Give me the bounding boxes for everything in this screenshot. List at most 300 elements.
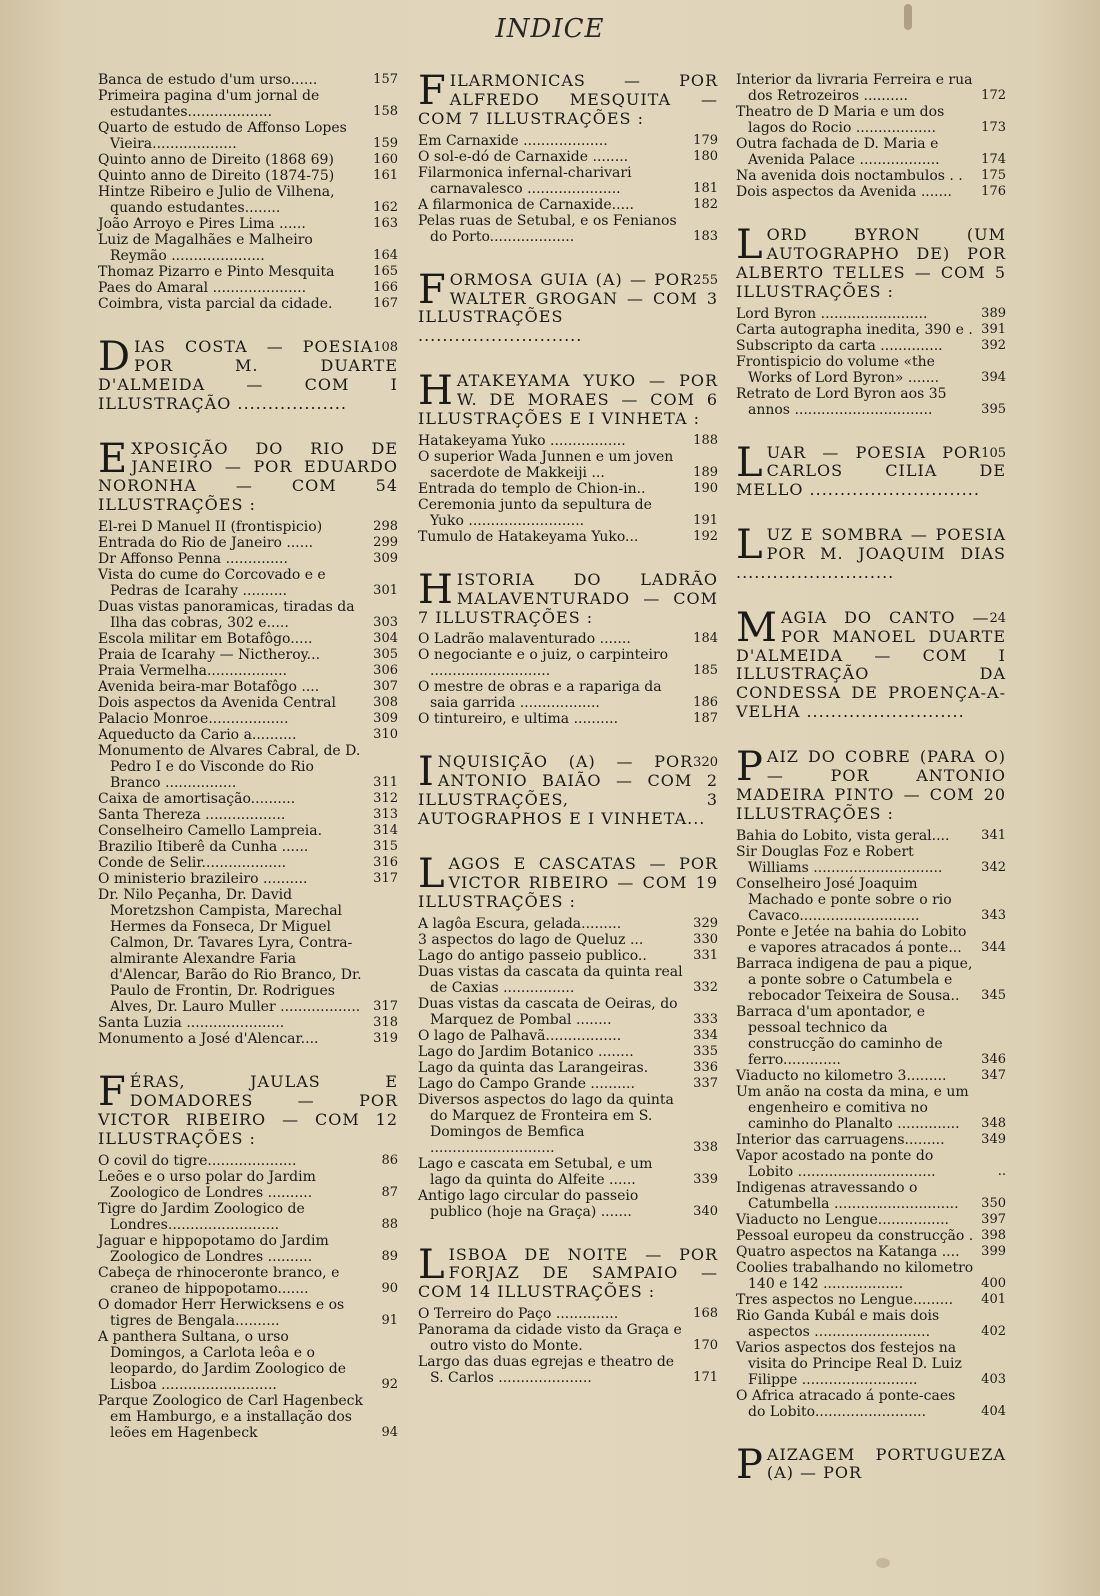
index-section — [736, 1441, 1006, 1488]
entry-title: Avenida beira-mar Botafôgo .... — [98, 679, 320, 695]
entry-title: Aqueducto da Cario a.......... — [98, 727, 297, 743]
entry-page-number: 403 — [981, 1371, 1006, 1387]
section-title — [736, 439, 1006, 501]
index-entry — [98, 184, 398, 216]
section-title — [418, 566, 718, 628]
index-entry — [98, 887, 398, 1015]
index-entry — [98, 232, 398, 264]
entry-page-number: 332 — [693, 979, 718, 995]
index-entry — [98, 663, 398, 679]
index-entry — [736, 1260, 1006, 1292]
entry-page-number: 318 — [373, 1015, 398, 1030]
index-entry — [418, 1156, 718, 1188]
entry-page-number: 184 — [693, 631, 718, 647]
section-title-text: DIAS COSTA — POESIA POR M. DUARTE D'ALMEIDA — COM I ILLUSTRAÇÃO .................. — [98, 334, 398, 413]
section-title — [418, 1241, 718, 1303]
index-column-2 — [418, 68, 718, 1412]
index-section — [418, 749, 718, 829]
index-entry — [98, 120, 398, 152]
entry-page-number: 171 — [693, 1370, 718, 1386]
entry-title: Duas vistas da cascata da quinta real de Caxias ................ — [418, 963, 683, 996]
entry-title: Duas vistas panoramicas, tiradas da Ilha das cobras, 302 e..... — [98, 599, 355, 631]
index-entry — [736, 338, 1006, 354]
index-entry — [98, 599, 398, 631]
entry-title: Quinto anno de Direito (1868 69) — [98, 152, 334, 168]
entry-page-number: 173 — [981, 120, 1006, 135]
section-title-text: HATAKEYAMA YUKO — POR W. DE MORAES — COM 6 ILLUSTRAÇÕES E I VINHETA : — [418, 368, 718, 428]
index-entry — [736, 1068, 1006, 1084]
entry-title: Primeira pagina d'um jornal de estudantes................... — [98, 88, 320, 120]
entry-page-number: 163 — [373, 216, 398, 231]
entry-title: O Terreiro do Paço .............. — [418, 1306, 619, 1323]
entry-page-number: 315 — [373, 839, 398, 854]
index-entry — [418, 1060, 718, 1076]
section-title-text: PAIZ DO COBRE (PARA O) — POR ANTONIO MADEIRA PINTO — COM 20 ILLUSTRAÇÕES : — [736, 744, 1006, 823]
index-entry — [418, 996, 718, 1028]
entry-page-number: 401 — [981, 1291, 1006, 1307]
entry-title: Duas vistas da cascata de Oeiras, do Marquez de Pombal ........ — [418, 995, 678, 1028]
entry-title: Pessoal europeu da construcção . — [736, 1227, 974, 1244]
entry-title: Dr. Nilo Peçanha, Dr. David Moretzshon Campista, Marechal Hermes da Fonseca, Dr Miguel Calmon, Dr. Tavares Lyra, Contra-almirante Alexandre Faria d'Alencar, Barão do Rio Branco, Dr. Paulo de Frontin, Dr. Rodrigues Alves, Dr. Lauro Muller .................. — [98, 887, 362, 1015]
entry-title: Santa Luzia ...................... — [98, 1015, 285, 1031]
entry-title: Lago do Jardim Botanico ........ — [418, 1043, 634, 1060]
entry-page-number: 87 — [381, 1184, 398, 1200]
index-section — [736, 604, 1006, 722]
index-section — [418, 566, 718, 728]
entry-page-number: 92 — [381, 1376, 398, 1392]
entry-page-number: 86 — [381, 1152, 398, 1168]
entry-page-number: 336 — [693, 1059, 718, 1075]
index-entry — [98, 1201, 398, 1233]
index-entry — [418, 1354, 718, 1386]
index-entry — [418, 932, 718, 948]
index-entry — [418, 1044, 718, 1060]
index-entry — [736, 1228, 1006, 1244]
entry-page-number: 298 — [373, 519, 398, 534]
entry-page-number: 304 — [373, 631, 398, 646]
entry-page-number: 330 — [693, 931, 718, 947]
entry-page-number: 307 — [373, 679, 398, 694]
entry-title: Retrato de Lord Byron aos 35 annos ............................... — [736, 385, 947, 418]
index-entry — [98, 519, 398, 535]
entry-title: Ceremonia junto da sepultura de Yuko .......................... — [418, 496, 652, 529]
entry-title: Vapor acostado na ponte do Lobito ............................... — [736, 1147, 936, 1180]
index-entry — [98, 711, 398, 727]
entry-title: O domador Herr Herwicksens e os tigres de Bengala.......... — [98, 1296, 345, 1329]
index-section — [98, 72, 398, 312]
index-section — [418, 850, 718, 1220]
index-entry — [98, 1265, 398, 1297]
index-entry — [736, 1004, 1006, 1068]
entry-page-number: 395 — [981, 401, 1006, 417]
entry-title: Vista do cume do Corcovado e e Pedras de Icarahy .......... — [98, 567, 326, 599]
section-title — [736, 744, 1006, 824]
entry-title: Paes do Amaral ..................... — [98, 280, 307, 296]
index-entry — [418, 1028, 718, 1044]
entry-page-number: 299 — [373, 535, 398, 550]
entry-title: Dois aspectos da Avenida Central — [98, 695, 336, 711]
index-entry — [98, 1031, 398, 1047]
entry-page-number: 347 — [981, 1067, 1006, 1083]
index-entry — [98, 1393, 398, 1441]
entry-page-number: 182 — [693, 196, 718, 212]
entry-title: Dr Affonso Penna .............. — [98, 551, 288, 567]
section-title — [98, 435, 398, 516]
entry-page-number: 90 — [381, 1280, 398, 1296]
entry-title: Filarmonica infernal-charivari carnavalesco ..................... — [418, 164, 632, 197]
entry-title: Praia Vermelha.................. — [98, 663, 288, 679]
entry-page-number: 91 — [381, 1312, 398, 1328]
entry-page-number: 312 — [373, 791, 398, 806]
section-title-text: FORMOSA GUIA (A) — POR WALTER GROGAN — COM 3 ILLUSTRAÇÕES ........................... — [418, 266, 718, 346]
entry-page-number: 160 — [373, 152, 398, 167]
section-title — [736, 604, 1006, 722]
entry-page-number: 334 — [693, 1027, 718, 1043]
entry-title: Na avenida dois noctambulos . . — [736, 168, 963, 184]
entry-page-number: 186 — [693, 695, 718, 711]
section-title-text: LUAR — POESIA POR CARLOS CILIA DE MELLO ............................ — [736, 439, 1006, 500]
entry-title: Entrada do templo de Chion-in.. — [418, 480, 646, 497]
index-entry — [98, 791, 398, 807]
entry-page-number: 346 — [981, 1051, 1006, 1067]
entry-title: Interior da livraria Ferreira e rua dos Retrozeiros .......... — [736, 72, 973, 104]
index-entry — [98, 296, 398, 312]
entry-title: Interior das carruagens......... — [736, 1131, 945, 1148]
entry-title: Palacio Monroe.................. — [98, 711, 289, 727]
section-title-text: LISBOA DE NOITE — POR FORJAZ DE SAMPAIO — COM 14 ILLUSTRAÇÕES : — [418, 1241, 718, 1302]
entry-title: Lord Byron ........................ — [736, 305, 928, 322]
entry-page-number: 339 — [693, 1171, 718, 1187]
entry-page-number: 158 — [373, 104, 398, 119]
entry-page-number: 402 — [981, 1323, 1006, 1339]
entry-page-number: 310 — [373, 727, 398, 742]
entry-page-number: 181 — [693, 180, 718, 196]
entry-title: Carta autographa inedita, 390 e . — [736, 321, 973, 338]
index-entry — [98, 871, 398, 887]
index-entry — [736, 136, 1006, 168]
entry-page-number: 187 — [693, 711, 718, 727]
entry-title: Tumulo de Hatakeyama Yuko... — [418, 528, 639, 545]
index-entry — [736, 322, 1006, 338]
section-title-text: HISTORIA DO LADRÃO MALAVENTURADO — COM 7 ILLUSTRAÇÕES : — [418, 566, 718, 627]
entry-title: Escola militar em Botafôgo..... — [98, 631, 313, 647]
entry-page-number: 392 — [981, 337, 1006, 353]
index-section — [418, 1241, 718, 1387]
index-section — [736, 439, 1006, 501]
entry-title: Coolies trabalhando no kilometro 140 e 142 .................. — [736, 1259, 974, 1292]
entry-page-number: 345 — [981, 987, 1006, 1003]
entry-page-number: 331 — [693, 947, 718, 963]
page-header: INDICE — [495, 14, 605, 44]
index-entry — [418, 647, 718, 679]
entry-page-number: 305 — [373, 647, 398, 662]
index-entry — [418, 1306, 718, 1322]
index-entry — [98, 264, 398, 280]
index-entry — [736, 1212, 1006, 1228]
entry-title: Varios aspectos dos festejos na visita do Principe Real D. Luiz Filippe .......................... — [736, 1339, 962, 1388]
section-title-text: LUZ E SOMBRA — POESIA POR M. JOAQUIM DIAS .......................... — [736, 522, 1006, 582]
index-entry — [418, 197, 718, 213]
entry-title: Panorama da cidade visto da Graça e outro visto do Monte. — [418, 1322, 682, 1355]
entry-title: Conselheiro Camello Lampreia. — [98, 823, 323, 839]
index-section — [98, 435, 398, 1048]
entry-title: Luiz de Magalhães e Malheiro Reymão ..................... — [98, 232, 313, 264]
index-entry — [736, 386, 1006, 418]
index-entry — [736, 306, 1006, 322]
index-entry — [98, 1233, 398, 1265]
entry-page-number: 404 — [981, 1403, 1006, 1419]
index-entry — [418, 1322, 718, 1354]
entry-title: O Africa atracado á ponte-caes do Lobito......................... — [736, 1387, 956, 1420]
entry-title: O ministerio brazileiro .......... — [98, 871, 308, 887]
index-entry — [418, 497, 718, 529]
entry-title: Um anão na costa da mina, e um engenheiro e comitiva no caminho do Planalto .............. — [736, 1083, 969, 1132]
entry-title: Hatakeyama Yuko ................. — [418, 432, 626, 449]
section-title — [98, 334, 398, 414]
index-entry — [98, 152, 398, 168]
entry-title: Banca de estudo d'um urso...... — [98, 72, 318, 88]
index-entry — [736, 1132, 1006, 1148]
entry-page-number: 89 — [381, 1248, 398, 1264]
entry-page-number: 398 — [981, 1227, 1006, 1243]
entry-page-number: 165 — [373, 264, 398, 279]
index-section — [736, 72, 1006, 200]
index-entry — [736, 72, 1006, 104]
index-entry — [98, 727, 398, 743]
entry-title: Theatro de D Maria e um dos lagos do Rocio .................. — [736, 104, 945, 136]
section-title-text: FILARMONICAS — POR ALFREDO MESQUITA — COM 7 ILLUSTRAÇÕES : — [418, 68, 718, 128]
index-entry — [418, 481, 718, 497]
index-column-3 — [736, 72, 1006, 1509]
section-title-text: EXPOSIÇÃO DO RIO DE JANEIRO — POR EDUARDO NORONHA — COM 54 ILLUSTRAÇÕES : — [98, 435, 398, 515]
entry-page-number: 94 — [381, 1424, 398, 1440]
entry-page-number: 342 — [981, 859, 1006, 875]
entry-page-number: 329 — [693, 915, 718, 931]
entry-page-number: 399 — [981, 1243, 1006, 1259]
index-entry — [736, 354, 1006, 386]
index-entry — [418, 433, 718, 449]
entry-page-number: 179 — [693, 132, 718, 148]
index-entry — [98, 168, 398, 184]
entry-title: Monumento de Alvares Cabral, de D. Pedro I e do Visconde do Rio Branco ................ — [98, 743, 361, 791]
index-entry — [418, 631, 718, 647]
entry-title: Diversos aspectos do lago da quinta do Marquez de Fronteira em S. Domingos de Bemfica ............................ — [418, 1091, 674, 1156]
entry-title: Lago e cascata em Setubal, e um lago da quinta do Alfeite ...... — [418, 1155, 653, 1188]
entry-title: A lagôa Escura, gelada......... — [418, 915, 622, 932]
section-title-text: MAGIA DO CANTO — POR MANOEL DUARTE D'ALMEIDA — COM I ILLUSTRAÇÃO DA CONDESSA DE PROENÇA-A-VELHA .......................... — [736, 604, 1006, 722]
index-entry — [418, 916, 718, 932]
entry-page-number: 190 — [693, 480, 718, 496]
entry-page-number: 349 — [981, 1131, 1006, 1147]
entry-title: A panthera Sultana, o urso Domingos, a Carlota leôa e o leopardo, do Jardim Zoologico de Lisboa .......................... — [98, 1328, 347, 1393]
index-entry — [418, 449, 718, 481]
entry-title: Dois aspectos da Avenida ....... — [736, 184, 952, 200]
index-entry — [736, 104, 1006, 136]
entry-title: Tres aspectos no Lengue......... — [736, 1291, 954, 1308]
entry-title: Jaguar e hippopotamo do Jardim Zoologico de Londres .......... — [98, 1232, 329, 1265]
index-entry — [98, 1153, 398, 1169]
index-entry — [736, 1292, 1006, 1308]
entry-title: Tigre do Jardim Zoologico de Londres......................... — [98, 1200, 305, 1233]
stain — [904, 4, 912, 30]
entry-title: Quinto anno de Direito (1874-75) — [98, 168, 335, 184]
entry-page-number: 333 — [693, 1011, 718, 1027]
index-entry — [736, 1180, 1006, 1212]
entry-title: Cabeça de rhinoceronte branco, e craneo de hippopotamo....... — [98, 1264, 340, 1297]
entry-title: O Ladrão malaventurado ....... — [418, 631, 631, 648]
index-section — [98, 334, 398, 414]
index-entry — [418, 529, 718, 545]
index-entry — [736, 1340, 1006, 1388]
entry-page-number: 335 — [693, 1043, 718, 1059]
entry-page-number: 166 — [373, 280, 398, 295]
entry-title: Conselheiro José Joaquim Machado e ponte sobre o rio Cavaco........................... — [736, 875, 952, 924]
index-entry — [418, 1076, 718, 1092]
entry-page-number: 176 — [981, 184, 1006, 199]
index-entry — [418, 964, 718, 996]
entry-page-number: 343 — [981, 907, 1006, 923]
index-entry — [98, 807, 398, 823]
index-entry — [98, 1329, 398, 1393]
entry-title: Quatro aspectos na Katanga .... — [736, 1243, 960, 1260]
index-entry — [736, 956, 1006, 1004]
index-entry — [736, 1084, 1006, 1132]
entry-page-number: 162 — [373, 200, 398, 215]
section-title — [418, 266, 718, 347]
section-title — [736, 222, 1006, 302]
section-title — [736, 522, 1006, 583]
entry-title: Quarto de estudo de Affonso Lopes Vieira................... — [98, 120, 347, 152]
entry-title: Bahia do Lobito, vista geral.... — [736, 827, 950, 844]
section-title-text: PAIZAGEM PORTUGUEZA (A) — POR — [736, 1441, 1006, 1488]
entry-title: Sir Douglas Foz e Robert Williams ............................. — [736, 843, 943, 876]
entry-title: Praia de Icarahy — Nictheroy... — [98, 647, 321, 663]
index-entry — [418, 1092, 718, 1156]
entry-page-number: 159 — [373, 136, 398, 151]
entry-title: Em Carnaxide ................... — [418, 132, 608, 149]
section-page-number: 320 — [693, 755, 718, 771]
entry-title: El-rei D Manuel II (frontispicio) — [98, 519, 323, 535]
entry-page-number: 167 — [373, 296, 398, 311]
entry-page-number: 306 — [373, 663, 398, 678]
entry-page-number: 174 — [981, 152, 1006, 167]
index-entry — [736, 844, 1006, 876]
index-entry — [98, 72, 398, 88]
index-entry — [418, 1188, 718, 1220]
entry-page-number: 391 — [981, 321, 1006, 337]
entry-title: Monumento a José d'Alencar.... — [98, 1031, 319, 1047]
index-entry — [418, 165, 718, 197]
entry-title: João Arroyo e Pires Lima ...... — [98, 216, 306, 232]
entry-title: Parque Zoologico de Carl Hagenbeck em Hamburgo, e a installação dos leões em Hagenbeck — [98, 1392, 363, 1441]
entry-page-number: 183 — [693, 228, 718, 244]
entry-page-number: 314 — [373, 823, 398, 838]
index-section — [98, 1069, 398, 1441]
entry-page-number: 170 — [693, 1338, 718, 1354]
entry-title: Subscripto da carta .............. — [736, 337, 943, 354]
index-entry — [98, 679, 398, 695]
index-entry — [736, 184, 1006, 200]
entry-page-number: 394 — [981, 369, 1006, 385]
entry-title: O mestre de obras e a rapariga da saia garrida .................. — [418, 679, 662, 712]
entry-title: Conde de Selir................... — [98, 855, 287, 871]
index-entry — [736, 924, 1006, 956]
entry-title: 3 aspectos do lago de Queluz ... — [418, 931, 644, 948]
index-entry — [736, 168, 1006, 184]
stain — [876, 1558, 890, 1568]
entry-page-number: 308 — [373, 695, 398, 710]
entry-page-number: 164 — [373, 248, 398, 263]
index-column-1 — [98, 72, 398, 1467]
index-entry — [418, 679, 718, 711]
section-title — [418, 68, 718, 129]
entry-page-number: 341 — [981, 827, 1006, 843]
index-entry — [736, 828, 1006, 844]
entry-page-number: 348 — [981, 1115, 1006, 1131]
section-title — [98, 1069, 398, 1149]
entry-title: Viaducto no kilometro 3......... — [736, 1067, 947, 1084]
section-title — [418, 368, 718, 429]
entry-page-number: 161 — [373, 168, 398, 183]
entry-page-number: 185 — [693, 663, 718, 679]
entry-title: Caixa de amortisação.......... — [98, 791, 296, 807]
index-entry — [98, 280, 398, 296]
entry-page-number: 309 — [373, 711, 398, 726]
section-page-number: 108 — [373, 340, 398, 355]
index-entry — [736, 876, 1006, 924]
entry-title: Coimbra, vista parcial da cidade. — [98, 296, 333, 312]
entry-page-number: 180 — [693, 148, 718, 164]
index-entry — [98, 855, 398, 871]
index-entry — [98, 839, 398, 855]
index-entry — [98, 567, 398, 599]
entry-page-number: 309 — [373, 551, 398, 566]
entry-title: Indigenas atravessando o Catumbella ............................ — [736, 1179, 959, 1212]
entry-title: O covil do tigre.................... — [98, 1152, 297, 1169]
entry-page-number: 317 — [373, 871, 398, 886]
section-title — [418, 749, 718, 829]
section-page-number: 105 — [981, 445, 1006, 461]
entry-page-number: 188 — [693, 432, 718, 448]
index-entry — [736, 1244, 1006, 1260]
entry-page-number: 311 — [373, 775, 398, 790]
entry-title: O tintureiro, e ultima .......... — [418, 711, 619, 728]
entry-title: Thomaz Pizarro e Pinto Mesquita — [98, 264, 335, 280]
entry-page-number: 319 — [373, 1031, 398, 1046]
index-entry — [98, 631, 398, 647]
entry-title: Outra fachada de D. Maria e Avenida Palace .................. — [736, 136, 940, 168]
index-entry — [98, 743, 398, 791]
entry-title: Barraca d'um apontador, e pessoal technico da construcção do caminho de ferro............. — [736, 1003, 943, 1068]
entry-title: Antigo lago circular do passeio publico (hoje na Graça) ....... — [418, 1187, 639, 1220]
index-entry — [98, 1169, 398, 1201]
index-section — [736, 744, 1006, 1420]
entry-title: Frontispicio do volume «the Works of Lord Byron» ....... — [736, 353, 940, 386]
entry-page-number: 191 — [693, 512, 718, 528]
entry-title: O lago de Palhavã................. — [418, 1027, 622, 1044]
index-entry — [98, 535, 398, 551]
index-entry — [736, 1388, 1006, 1420]
entry-page-number: 316 — [373, 855, 398, 870]
index-section — [418, 368, 718, 545]
entry-page-number: 313 — [373, 807, 398, 822]
entry-title: Lago do Campo Grande .......... — [418, 1075, 635, 1092]
index-entry — [98, 823, 398, 839]
index-entry — [98, 647, 398, 663]
entry-title: O negociante e o juiz, o carpinteiro ........................... — [418, 647, 669, 680]
section-page-number: 255 — [693, 272, 718, 288]
entry-title: O sol-e-dó de Carnaxide ........ — [418, 148, 629, 165]
